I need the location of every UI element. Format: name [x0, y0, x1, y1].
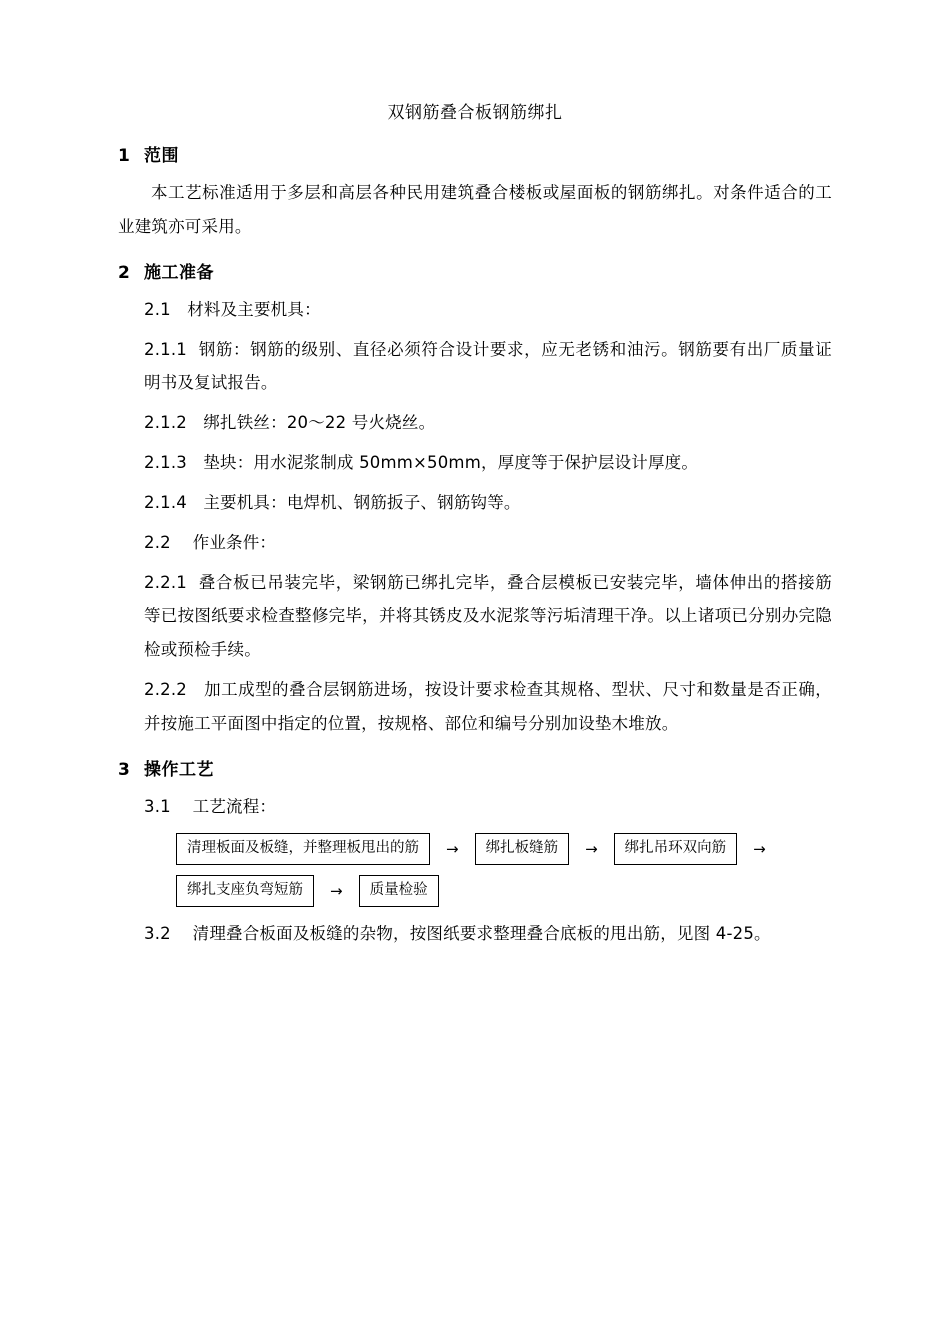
flow-step-quality-inspection: 质量检验	[359, 875, 439, 907]
section-number-2: 2	[118, 262, 131, 283]
item-2-2	[118, 526, 832, 560]
item-text-2-1-4: 主要机具：电焊机、钢筋扳子、钢筋钩等。	[203, 492, 521, 512]
item-3-2	[118, 917, 832, 951]
item-text-2-2-1: 叠合板已吊装完毕，梁钢筋已绑扎完毕，叠合层模板已安装完毕，墙体伸出的搭接筋等已按图纸要求检查整修完毕，并将其锈皮及水泥浆等污垢清理干净。以上诸项已分别办完隐检或预检手续。	[144, 572, 832, 660]
item-3-1	[118, 790, 832, 824]
item-2-2-1	[118, 566, 832, 667]
item-number-2-2: 2.2	[144, 532, 171, 552]
flow-arrow-icon: →	[753, 840, 766, 859]
item-number-2-1-3: 2.1.3	[144, 453, 187, 473]
item-2-1-4	[118, 486, 832, 520]
section-number-3: 3	[118, 759, 131, 780]
item-number-2-1-1: 2.1.1	[144, 339, 187, 359]
flow-step-tie-seam-bars: 绑扎板缝筋	[475, 833, 570, 865]
item-text-2-1: 材料及主要机具：	[187, 299, 321, 319]
item-text-2-1-3: 垫块：用水泥浆制成 50mm×50mm，厚度等于保护层设计厚度。	[203, 453, 699, 473]
process-flowchart	[118, 833, 832, 906]
section-title-2: 施工准备	[144, 262, 214, 283]
item-number-2-1-2: 2.1.2	[144, 413, 187, 433]
flow-arrow-icon: →	[585, 840, 598, 859]
item-number-3-2: 3.2	[144, 923, 171, 943]
item-2-1-3	[118, 446, 832, 480]
item-2-1-2	[118, 406, 832, 440]
item-2-1-1	[118, 333, 832, 401]
item-number-3-1: 3.1	[144, 796, 171, 816]
item-text-2-1-2: 绑扎铁丝：20～22 号火烧丝。	[203, 413, 436, 433]
item-text-3-1: 工艺流程：	[192, 796, 277, 816]
flow-arrow-icon: →	[330, 881, 343, 900]
section-heading-1	[118, 141, 832, 166]
section-title-3: 操作工艺	[144, 759, 214, 780]
item-text-2-2: 作业条件：	[192, 532, 277, 552]
item-number-2-1: 2.1	[144, 299, 171, 319]
item-text-2-1-1: 钢筋：钢筋的级别、直径必须符合设计要求，应无老锈和油污。钢筋要有出厂质量证明书及复试报告。	[144, 339, 832, 393]
page-title: 双钢筋叠合板钢筋绑扎	[387, 103, 563, 123]
section-title-1: 范围	[144, 146, 179, 167]
section-heading-2	[118, 258, 832, 283]
flowchart-row-1	[176, 833, 832, 865]
section-number-1: 1	[118, 146, 131, 167]
item-text-3-2: 清理叠合板面及板缝的杂物，按图纸要求整理叠合底板的甩出筋，见图 4-25。	[192, 923, 771, 943]
flow-step-tie-support-negative-bars: 绑扎支座负弯短筋	[176, 875, 314, 907]
flow-step-tie-hoop-bidirectional-bars: 绑扎吊环双向筋	[614, 833, 738, 865]
item-number-2-1-4: 2.1.4	[144, 492, 187, 512]
item-number-2-2-2: 2.2.2	[144, 679, 187, 699]
item-2-2-2	[118, 673, 832, 741]
section-heading-3	[118, 755, 832, 780]
paragraph-1-1: 本工艺标准适用于多层和高层各种民用建筑叠合楼板或屋面板的钢筋绑扎。对条件适合的工业建筑亦可采用。	[118, 183, 832, 236]
flow-arrow-icon: →	[446, 840, 459, 859]
flow-step-clean-panel: 清理板面及板缝，并整理板甩出的筋	[176, 833, 430, 865]
item-number-2-2-1: 2.2.1	[144, 572, 187, 592]
item-text-2-2-2: 加工成型的叠合层钢筋进场，按设计要求检查其规格、型状、尺寸和数量是否正确，并按施工平面图中指定的位置，按规格、部位和编号分别加设垫木堆放。	[144, 679, 832, 733]
flowchart-row-2	[176, 875, 832, 907]
item-2-1	[118, 293, 832, 327]
